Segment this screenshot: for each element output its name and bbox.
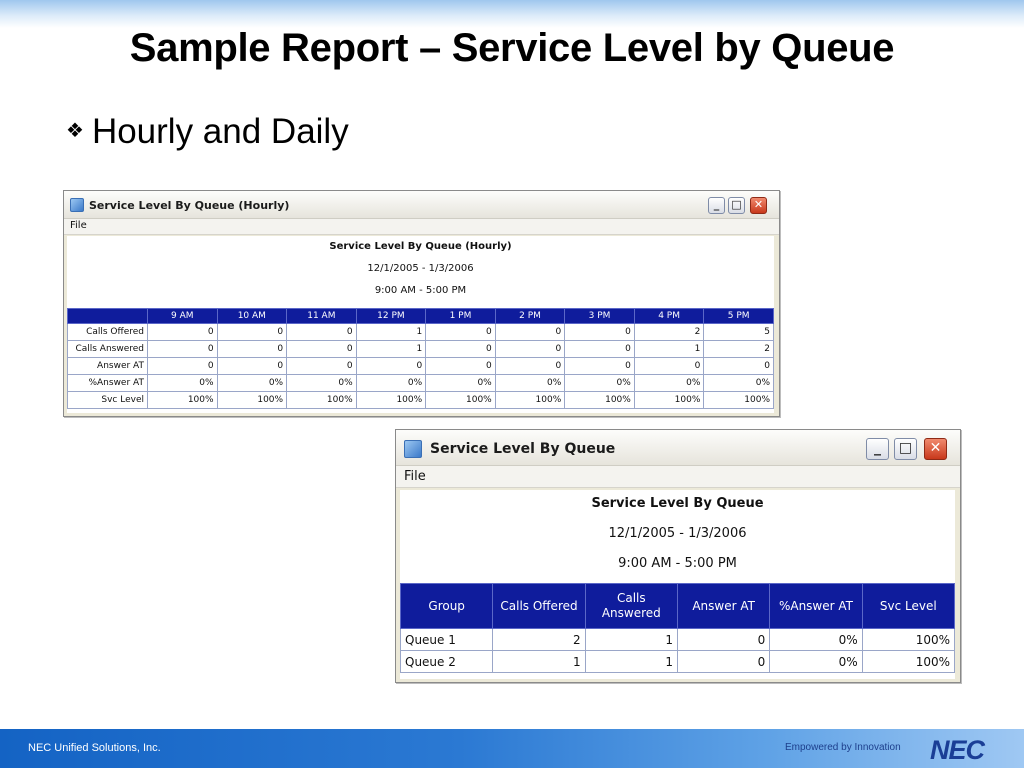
table-cell: 0% bbox=[287, 375, 357, 392]
report-canvas bbox=[400, 490, 955, 679]
row-label: Answer AT bbox=[68, 358, 148, 375]
table-cell: 0 bbox=[495, 324, 565, 341]
table-row bbox=[68, 341, 774, 358]
menu-bar bbox=[396, 466, 960, 488]
table-cell: 0 bbox=[426, 358, 496, 375]
table-cell: 0 bbox=[287, 341, 357, 358]
table-cell: 0 bbox=[426, 341, 496, 358]
table-cell: 100% bbox=[287, 392, 357, 409]
table-cell: 2 bbox=[634, 324, 704, 341]
table-cell: 0 bbox=[565, 358, 635, 375]
table-row bbox=[68, 324, 774, 341]
report-title: Service Level By Queue bbox=[591, 496, 764, 511]
table-cell: 1 bbox=[356, 324, 426, 341]
table-cell: 100% bbox=[704, 392, 774, 409]
report-app-icon bbox=[404, 440, 422, 458]
table-cell: 100% bbox=[862, 629, 954, 651]
table-cell: 5 bbox=[704, 324, 774, 341]
hourly-report-window bbox=[63, 190, 780, 417]
table-cell: 0 bbox=[287, 358, 357, 375]
column-header: Calls Answered bbox=[585, 584, 677, 629]
table-cell: 0 bbox=[217, 324, 287, 341]
table-header-row bbox=[68, 309, 774, 324]
minimize-button[interactable]: _ bbox=[866, 438, 889, 460]
menu-bar bbox=[64, 219, 779, 235]
table-cell: 0 bbox=[495, 341, 565, 358]
table-cell: 100% bbox=[495, 392, 565, 409]
column-header: Answer AT bbox=[677, 584, 769, 629]
table-cell: 1 bbox=[634, 341, 704, 358]
report-app-icon bbox=[70, 198, 84, 212]
window-titlebar[interactable] bbox=[64, 191, 779, 219]
column-header: %Answer AT bbox=[770, 584, 862, 629]
table-cell: 0 bbox=[148, 358, 218, 375]
column-header: 12 PM bbox=[356, 309, 426, 324]
report-title: Service Level By Queue (Hourly) bbox=[329, 241, 512, 252]
report-date-range: 12/1/2005 - 1/3/2006 bbox=[608, 526, 747, 541]
table-cell: 0% bbox=[565, 375, 635, 392]
report-time-range: 9:00 AM - 5:00 PM bbox=[374, 285, 467, 296]
table-cell: 0 bbox=[217, 358, 287, 375]
table-cell: 0 bbox=[565, 324, 635, 341]
report-header bbox=[400, 494, 955, 583]
table-row bbox=[401, 629, 955, 651]
table-cell: 0% bbox=[770, 629, 862, 651]
column-header bbox=[68, 309, 148, 324]
column-header: 3 PM bbox=[565, 309, 635, 324]
slide-title: Sample Report – Service Level by Queue bbox=[129, 26, 895, 70]
table-cell: 0 bbox=[217, 341, 287, 358]
table-cell: 0% bbox=[770, 651, 862, 673]
report-time-range: 9:00 AM - 5:00 PM bbox=[618, 556, 737, 571]
bullet-text: Hourly and Daily bbox=[91, 112, 349, 151]
footer-band bbox=[0, 729, 1024, 768]
close-button[interactable]: ✕ bbox=[750, 197, 767, 214]
table-cell: 0 bbox=[634, 358, 704, 375]
table-row bbox=[68, 375, 774, 392]
top-gradient-band bbox=[0, 0, 1024, 28]
column-header: Group bbox=[401, 584, 493, 629]
table-cell: 100% bbox=[565, 392, 635, 409]
column-header: 5 PM bbox=[704, 309, 774, 324]
table-cell: 0 bbox=[356, 358, 426, 375]
close-button[interactable]: ✕ bbox=[924, 438, 947, 460]
row-label: %Answer AT bbox=[68, 375, 148, 392]
table-cell: 0 bbox=[495, 358, 565, 375]
table-cell: 100% bbox=[217, 392, 287, 409]
footer-company: NEC Unified Solutions, Inc. bbox=[28, 742, 161, 754]
row-label: Calls Offered bbox=[68, 324, 148, 341]
table-cell: 100% bbox=[634, 392, 704, 409]
column-header: Calls Offered bbox=[493, 584, 585, 629]
diamond-bullet-icon: ❖ bbox=[66, 120, 84, 143]
row-label: Queue 1 bbox=[401, 629, 493, 651]
column-header: Svc Level bbox=[862, 584, 954, 629]
table-cell: 0% bbox=[634, 375, 704, 392]
daily-table bbox=[400, 583, 955, 673]
table-cell: 100% bbox=[356, 392, 426, 409]
table-cell: 0% bbox=[495, 375, 565, 392]
minimize-button[interactable]: _ bbox=[708, 197, 725, 214]
maximize-button[interactable]: □ bbox=[728, 197, 745, 214]
table-header-row bbox=[401, 584, 955, 629]
daily-report-window bbox=[395, 429, 961, 683]
table-cell: 2 bbox=[493, 629, 585, 651]
row-label: Calls Answered bbox=[68, 341, 148, 358]
column-header: 9 AM bbox=[148, 309, 218, 324]
table-cell: 1 bbox=[356, 341, 426, 358]
row-label: Svc Level bbox=[68, 392, 148, 409]
report-date-range: 12/1/2005 - 1/3/2006 bbox=[367, 263, 474, 274]
table-row bbox=[68, 392, 774, 409]
nec-logo: NEC bbox=[930, 735, 985, 765]
table-cell: 0 bbox=[148, 324, 218, 341]
column-header: 11 AM bbox=[287, 309, 357, 324]
table-cell: 0 bbox=[565, 341, 635, 358]
row-label: Queue 2 bbox=[401, 651, 493, 673]
footer-tagline: Empowered by Innovation bbox=[785, 742, 901, 753]
table-cell: 0 bbox=[148, 341, 218, 358]
table-cell: 0% bbox=[426, 375, 496, 392]
column-header: 10 AM bbox=[217, 309, 287, 324]
table-cell: 0 bbox=[677, 651, 769, 673]
bullet-item bbox=[66, 112, 349, 152]
window-titlebar[interactable] bbox=[396, 430, 960, 466]
column-header: 4 PM bbox=[634, 309, 704, 324]
table-cell: 2 bbox=[704, 341, 774, 358]
menu-file[interactable]: File bbox=[70, 220, 87, 231]
table-cell: 100% bbox=[426, 392, 496, 409]
maximize-button[interactable]: □ bbox=[894, 438, 917, 460]
table-row bbox=[401, 651, 955, 673]
table-cell: 100% bbox=[148, 392, 218, 409]
column-header: 1 PM bbox=[426, 309, 496, 324]
table-row bbox=[68, 358, 774, 375]
table-cell: 0% bbox=[148, 375, 218, 392]
table-cell: 1 bbox=[493, 651, 585, 673]
report-header bbox=[67, 240, 774, 308]
window-title: Service Level By Queue (Hourly) bbox=[89, 199, 290, 212]
table-cell: 0% bbox=[356, 375, 426, 392]
table-cell: 0% bbox=[217, 375, 287, 392]
table-cell: 0 bbox=[704, 358, 774, 375]
report-canvas bbox=[67, 236, 774, 413]
table-cell: 1 bbox=[585, 629, 677, 651]
window-title: Service Level By Queue bbox=[430, 441, 616, 457]
table-cell: 0 bbox=[426, 324, 496, 341]
column-header: 2 PM bbox=[495, 309, 565, 324]
table-cell: 1 bbox=[585, 651, 677, 673]
table-cell: 0% bbox=[704, 375, 774, 392]
table-cell: 100% bbox=[862, 651, 954, 673]
table-cell: 0 bbox=[677, 629, 769, 651]
menu-file[interactable]: File bbox=[404, 469, 426, 484]
table-cell: 0 bbox=[287, 324, 357, 341]
hourly-table bbox=[67, 308, 774, 409]
